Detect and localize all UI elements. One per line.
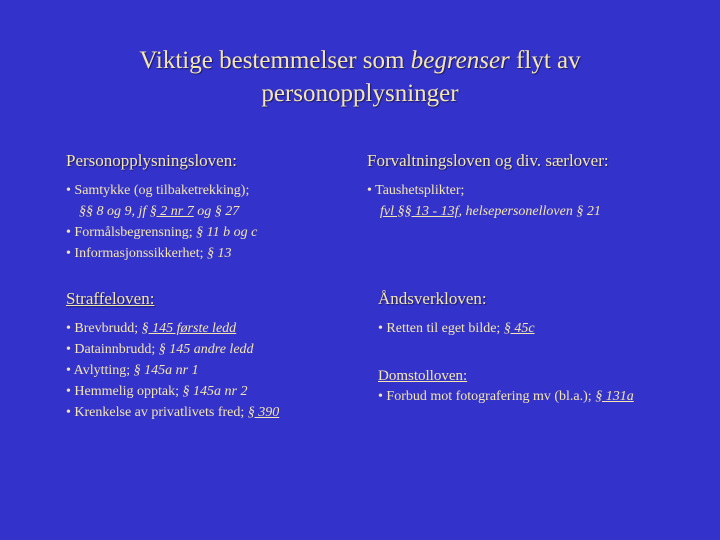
item-ref: § 11 b og c [196,225,258,240]
section-heading[interactable]: Straffeloven: [66,289,155,308]
item-text: • Taushetsplikter; [367,183,465,198]
section-heading: Åndsverkloven: [378,289,487,308]
section-straffeloven [66,288,279,423]
list-item-sub [367,201,609,222]
item-text: • Krenkelse av privatlivets fred; [66,405,248,420]
list-item [66,318,279,339]
list-item [66,222,257,243]
list-item-sub [66,201,257,222]
item-text: • Hemmelig opptak; [66,384,183,399]
title-part1: Viktige bestemmelser som [139,47,411,74]
item-ref-link[interactable]: fvl §§ 13 - 13f [380,204,459,219]
item-ref-link[interactable]: § 131a [595,389,634,404]
list-item [367,180,609,201]
item-ref: § 145a nr 2 [182,384,248,399]
item-ref: § 13 [206,246,232,261]
item-text: • Brevbrudd; [66,321,142,336]
list-item [66,339,279,360]
item-ref-link[interactable]: § 145 første ledd [141,321,237,336]
item-text: • Formålsbegrensning; [66,225,197,240]
list-item [66,180,257,201]
section-andsverkloven [378,288,535,339]
section-domstolloven [378,366,634,407]
list-item [66,381,279,402]
slide-title [60,44,660,110]
item-text: • Informasjonssikkerhet; [66,246,207,261]
section-heading[interactable]: Domstolloven: [378,368,468,384]
section-personopplysningsloven [66,150,257,264]
item-ref-link[interactable]: § 390 [247,405,280,420]
section-heading: Forvaltningsloven og div. særlover: [367,151,609,170]
item-ref: §§ 8 og 9, jf [79,204,150,219]
list-item [66,360,279,381]
item-ref: og § 27 [193,204,240,219]
list-item [378,318,535,339]
item-text: • Datainnbrudd; [66,342,159,357]
section-forvaltningsloven [367,150,609,222]
item-ref: , helsepersonelloven § 21 [458,204,601,219]
item-ref: § 145 andre ledd [158,342,254,357]
title-emphasis: begrenser [410,47,510,74]
list-item [66,243,257,264]
list-item [66,402,279,423]
title-part2: flyt av [509,47,581,74]
item-ref-link[interactable]: § 45c [503,321,535,336]
item-ref-link[interactable]: § 2 nr 7 [149,204,194,219]
item-text: • Forbud mot fotografering mv (bl.a.); [378,389,596,404]
section-heading: Personopplysningsloven: [66,151,237,170]
item-ref: § 145a nr 1 [133,363,199,378]
title-line2: personopplysninger [261,80,459,107]
item-text: • Avlytting; [66,363,134,378]
list-item [378,386,634,407]
item-text: • Retten til eget bilde; [378,321,504,336]
item-text: • Samtykke (og tilbaketrekking); [66,183,250,198]
